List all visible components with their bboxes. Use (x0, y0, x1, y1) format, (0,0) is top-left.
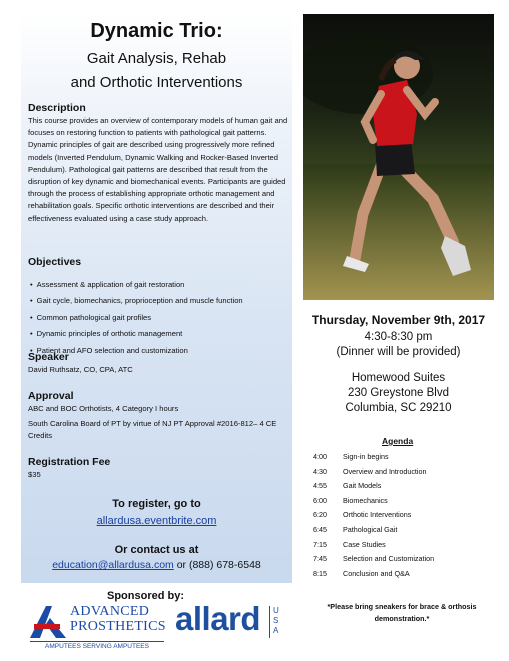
ap-name-line1: ADVANCED (70, 604, 150, 619)
contact-label: Or contact us at (114, 544, 199, 556)
agenda-row (313, 540, 498, 555)
objectives-list (30, 280, 290, 362)
registration-fee: $35 (28, 470, 41, 479)
agenda-event: Pathological Gait (343, 524, 398, 534)
agenda-row (313, 496, 498, 511)
agenda-event: Conclusion and Q&A (343, 568, 410, 578)
agenda-list (313, 452, 498, 583)
event-address2: Columbia, SC 29210 (345, 402, 452, 414)
agenda-time: 4:00 (313, 452, 327, 461)
sneakers-note: *Please bring sneakers for brace & orthosis demonstration.* (327, 602, 477, 623)
agenda-time: 7:15 (313, 539, 327, 549)
agenda-time: 4:55 (313, 481, 327, 491)
sponsored-by-label: Sponsored by: (107, 590, 185, 602)
objectives-heading: Objectives (28, 256, 82, 268)
agenda-time: 6:45 (313, 524, 327, 534)
description-text: This course provides an overview of contemporary models of human gait and focuses on restoring function to patients with pathological gait patterns. Dynamic principles of gait are described using progressively more refined models (Inverted Pendulum, Dynamic Walking and Rocker-Based Inverted Pendulum). Pathological gait patterns are described that result from the disruption of key dynamic and biomechanical events. Participants are guided through the process of establishing appropriate orthotic management and rehabilitation goals. Specific orthotic interventions are described and their effectiveness evaluated using a case study approach. (28, 116, 288, 223)
register-label: To register, go to (112, 498, 201, 510)
ap-tagline: AMPUTEES SERVING AMPUTEES (30, 641, 164, 650)
register-url-wrap (21, 515, 292, 527)
register-link[interactable]: allardusa.eventbrite.com (96, 515, 217, 527)
course-subtitle-line1: Gait Analysis, Rehab (86, 50, 227, 67)
allard-usa-divider (269, 606, 270, 638)
objective-item: • Gait cycle, biomechanics, proprioception and muscle function (30, 296, 290, 312)
agenda-event: Biomechanics (343, 495, 388, 505)
approval-line2: South Carolina Board of PT by virtue of NJ PT Approval #2016-812– 4 CE Credits (28, 419, 277, 441)
agenda-time: 4:30 (313, 466, 327, 476)
event-address1: 230 Greystone Blvd (347, 387, 449, 399)
agenda-time: 6:20 (313, 510, 327, 520)
objective-item: • Dynamic principles of orthotic management (30, 329, 290, 345)
agenda-title: Agenda (382, 436, 414, 446)
agenda-row (313, 554, 498, 569)
agenda-event: Gait Models (343, 481, 382, 491)
agenda-event: Sign-in begins (343, 452, 389, 461)
objective-item: • Assessment & application of gait restoration (30, 280, 290, 296)
agenda-event: Orthotic Interventions (343, 510, 412, 520)
agenda-row (313, 569, 498, 584)
agenda-event: Selection and Customization (343, 554, 435, 564)
approval-heading: Approval (28, 390, 74, 402)
advanced-prosthetics-logo (28, 604, 168, 654)
course-subtitle-line2: and Orthotic Interventions (70, 74, 243, 91)
agenda-row (313, 481, 498, 496)
course-info-panel (21, 14, 292, 583)
approval-line1: ABC and BOC Orthotists, 4 Category I hours (28, 404, 179, 413)
advanced-prosthetics-mark-icon (28, 604, 68, 640)
contact-email-link[interactable]: education@allardusa.com (52, 559, 174, 571)
speaker-name: David Ruthsatz, CO, CPA, ATC (28, 365, 133, 374)
event-date: Thursday, November 9th, 2017 (311, 313, 486, 327)
description-heading: Description (28, 102, 86, 114)
agenda-time: 6:00 (313, 495, 327, 505)
agenda-row (313, 525, 498, 540)
agenda-event: Case Studies (343, 539, 386, 549)
course-title: Dynamic Trio: (90, 20, 223, 42)
agenda-row (313, 510, 498, 525)
allard-wordmark: allard (175, 600, 261, 637)
runner-illustration (303, 14, 494, 300)
registration-heading: Registration Fee (28, 456, 111, 468)
event-time: 4:30-8:30 pm (364, 331, 433, 343)
objective-item: • Common pathological gait profiles (30, 313, 290, 329)
agenda-event: Overview and Introduction (343, 466, 427, 476)
event-dinner: (Dinner will be provided) (336, 346, 461, 358)
contact-line (21, 559, 292, 571)
ap-name-line2: PROSTHETICS (70, 619, 166, 634)
allard-usa-logo (175, 600, 295, 646)
agenda-row (313, 467, 498, 482)
objective-item: • Patient and AFO selection and customization (30, 346, 290, 362)
allard-usa-text: USA (273, 606, 279, 635)
speaker-heading: Speaker (28, 351, 69, 363)
agenda-time: 8:15 (313, 568, 327, 578)
agenda-time: 7:45 (313, 554, 327, 564)
event-venue: Homewood Suites (351, 372, 446, 384)
runner-photo (303, 14, 494, 300)
contact-phone: or (888) 678-6548 (173, 559, 261, 571)
agenda-row (313, 452, 498, 467)
